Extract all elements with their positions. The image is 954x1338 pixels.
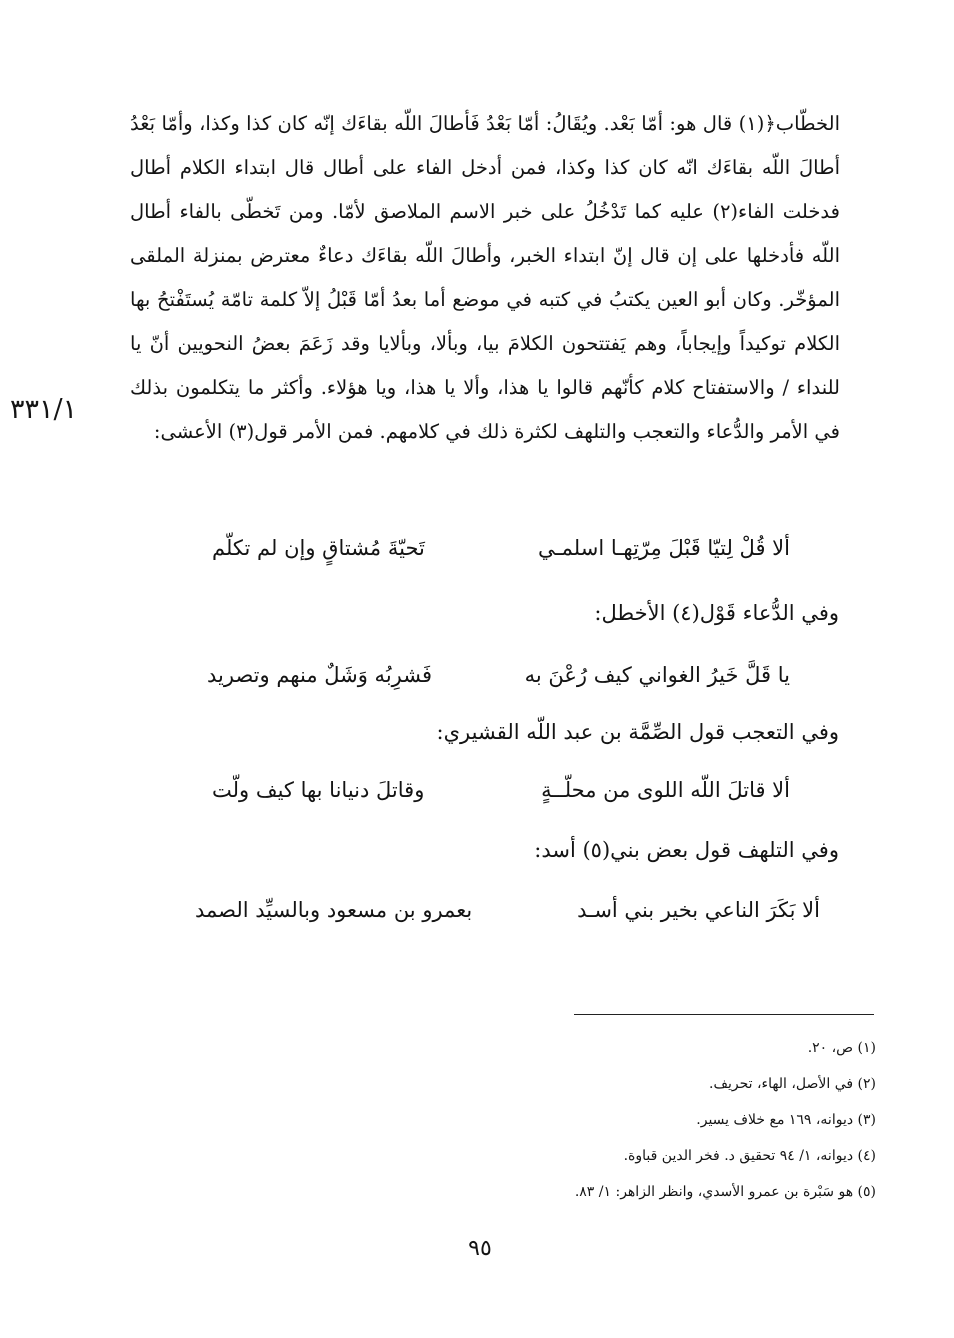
footnotes [316, 1030, 876, 1210]
footnote-divider [574, 1014, 874, 1015]
verse-line [195, 890, 820, 930]
body-paragraph: الخطّاب﴿(١) قال هو: أمّا بَعْد. ويُقَالُ: أمّا بَعْدُ فَأطالَ اللّه بقاءَك إنّه كان كذا وكذا، وأمّا بَعْدُ أطالَ اللّه بقاءَك انّه كان كذا وكذا، فمن أدخل الفاء على أطال قال ابتداء الكلام أطال فدخلت الفاء(٢) عليه كما تَدْخُلُ على خبر الاسم الملاصق لأمّا. ومن تَخطّى بالفاء أطال اللّه فأدخلها على إن قال إنّ ابتداء الخبر، وأطالَ اللّه بقاءَك دعاءٌ معترض بمنزلة الملقى المؤخّر. وكان أبو العين يكتبُ في كتبه في موضع أما بعدُ أمّا قَبْلُ إلاّ كلمة تامّة يُستَفْتحُ بها الكلام توكيداً وإيجاباً، وهم يَفتتحون الكلامَ بيا، وبألا، وبألايا وقد زَعَمَ بعضُ النحويين أنّ يا للنداء / والاستفتاح كلام كأنّهم قالوا يا هذا، وألا يا هذا، ويا هؤلاء. وأكثر ما يتكلمون بذلك في الأمر والدُّعاء والتعجب والتلهف لكثرة ذلك في كلامهم. فمن الأمر قول(٣) الأعشى: [130, 112, 840, 443]
verse-second-hemistich: تَحيّةَ مُشتاقٍ وإن لم تكلّم [212, 536, 425, 560]
page-number: ٩٥ [468, 1236, 492, 1261]
verse-line [207, 655, 790, 695]
margin-reference: ٣٣١/١ [10, 394, 78, 425]
verse-first-hemistich: ألا قاتلَ اللّه اللوى من محلّــةٍ [541, 778, 790, 802]
verse-intro: وفي الدُّعاء قَوْل(٤) الأخطل: [594, 601, 839, 625]
footnote: (٤) ديوانه، ١/ ٩٤ تحقيق د. فخر الدين قباوة. [623, 1148, 876, 1164]
verse-first-hemistich: يا قَلَّ خَيرُ الغواني كيف رُعْنَ به [524, 663, 790, 687]
footnote: (١) ص، ٢٠. [807, 1040, 876, 1056]
footnote: (٥) هو سَبْرة بن عمرو الأسدي، وانظر الزاهر: ١/ ٨٣. [574, 1184, 876, 1200]
verse-second-hemistich: فَشرِبُه وَشَلٌ منهم وتصريد [207, 663, 433, 687]
verse-first-hemistich: ألا بَكَرَ الناعي بخير بني أسـد [577, 898, 820, 922]
footnote: (٢) في الأصل، الهاء، تحريف. [709, 1076, 876, 1092]
verse-intro: وفي التعجب قول الصِّمَّة بن عبد اللّه القشيري: [436, 720, 839, 744]
verse-line [212, 528, 790, 568]
verse-intro: وفي التلهف قول بعض بني(٥) أسد: [534, 838, 839, 862]
verse-second-hemistich: وقاتلَ دنيانا بها كيف ولّت [212, 778, 425, 802]
verse-second-hemistich: بعمرو بن مسعود وبالسيِّد الصمد [195, 898, 473, 922]
verse-first-hemistich: ألا قُلْ لِتيّا قَبْلَ مِرّتِهـا اسلمـي [538, 536, 790, 560]
verse-line [212, 770, 790, 810]
footnote: (٣) ديوانه، ١٦٩ مع خلاف يسير. [696, 1112, 876, 1128]
